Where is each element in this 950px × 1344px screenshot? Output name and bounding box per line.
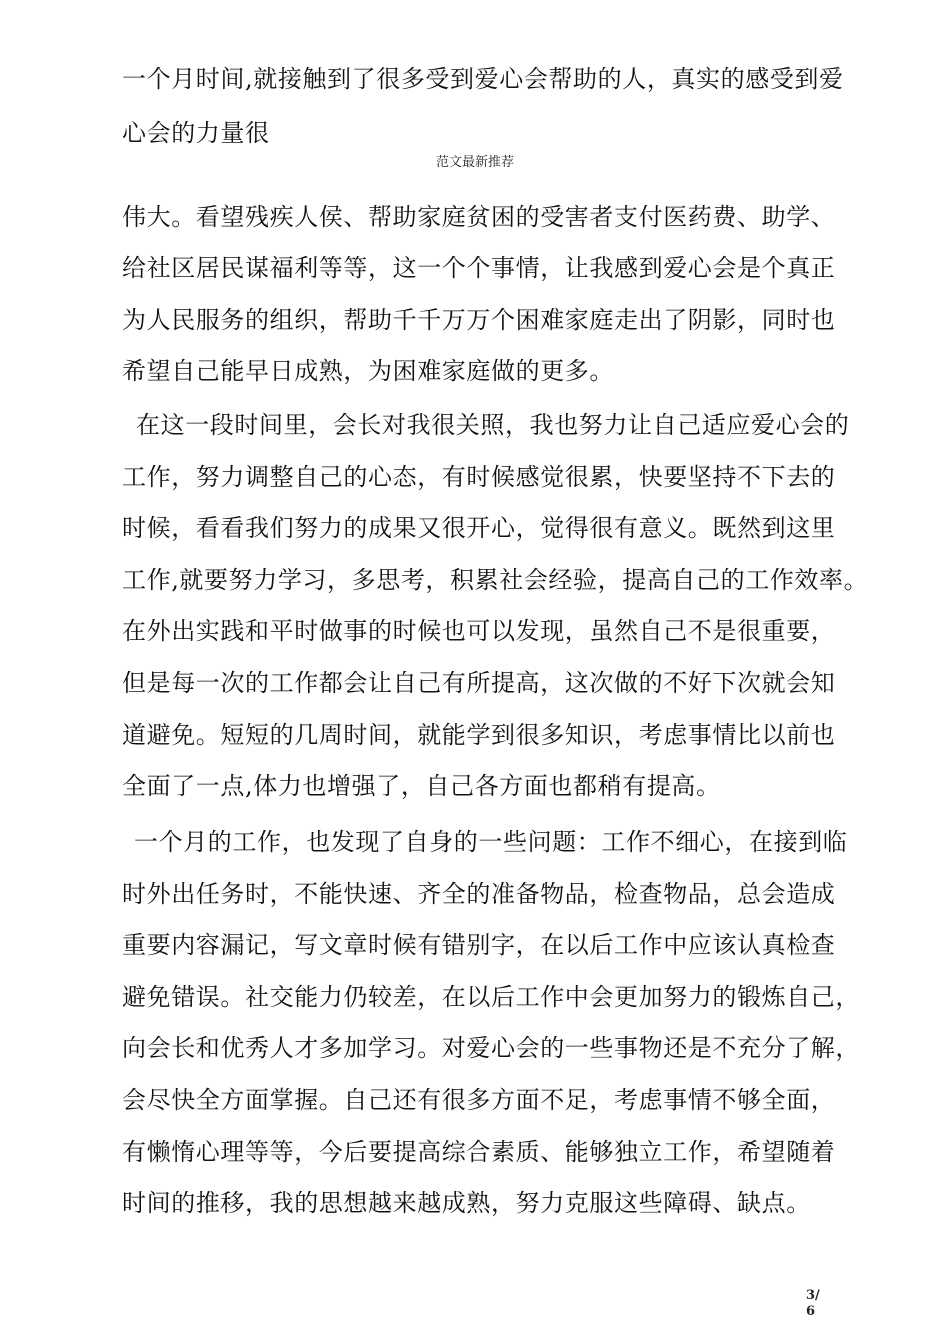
text-line: 向会长和优秀人才多加学习。对爱心会的一些事物还是不充分了解， (122, 1034, 860, 1062)
text-line: 在外出实践和平时做事的时候也可以发现，虽然自己不是很重要， (122, 617, 836, 645)
text-line: 一个月的工作，也发现了自身的一些问题：工作不细心，在接到临 (134, 828, 848, 856)
text-line: 全面了一点,体力也增强了，自己各方面也都稍有提高。 (122, 772, 721, 800)
page-number-total: 6 (806, 1304, 816, 1319)
text-line: 为人民服务的组织，帮助千千万万个困难家庭走出了阴影，同时也 (122, 306, 836, 334)
text-line: 重要内容漏记，写文章时候有错别字，在以后工作中应该认真检查 (122, 931, 836, 959)
text-line: 希望自己能早日成熟，为困难家庭做的更多。 (122, 357, 614, 385)
page-number-current: 3/ (806, 1288, 820, 1303)
text-line: 时间的推移，我的思想越来越成熟，努力克服这些障碍、缺点。 (122, 1189, 811, 1217)
text-line: 工作,就要努力学习，多思考，积累社会经验，提高自己的工作效率。 (122, 566, 869, 594)
text-line: 时候，看看我们努力的成果又很开心，觉得很有意义。既然到这里 (122, 514, 836, 542)
text-line: 伟大。看望残疾人侯、帮助家庭贫困的受害者支付医药费、助学、 (122, 203, 836, 231)
text-line: 有懒惰心理等等，今后要提高综合素质、能够独立工作，希望随着 (122, 1138, 836, 1166)
text-line: 在这一段时间里，会长对我很关照，我也努力让自己适应爱心会的 (136, 411, 850, 439)
text-line: 心会的力量很 (122, 119, 270, 147)
text-line: 给社区居民谋福利等等，这一个个事情，让我感到爱心会是个真正 (122, 254, 836, 282)
text-line: 工作，努力调整自己的心态，有时候感觉很累，快要坚持不下去的 (122, 463, 836, 491)
text-line: 一个月时间,就接触到了很多受到爱心会帮助的人，真实的感受到爱 (122, 65, 844, 93)
page-number (806, 1288, 826, 1320)
text-line: 会尽快全方面掌握。自己还有很多方面不足，考虑事情不够全面， (122, 1086, 836, 1114)
text-line: 避免错误。社交能力仍较差，在以后工作中会更加努力的锻炼自己， (122, 983, 860, 1011)
text-line: 道避免。短短的几周时间，就能学到很多知识，考虑事情比以前也 (122, 721, 836, 749)
header-note: 范文最新推荐 (435, 155, 514, 170)
text-line: 但是每一次的工作都会让自己有所提高，这次做的不好下次就会知 (122, 669, 836, 697)
text-line: 时外出任务时，不能快速、齐全的准备物品，检查物品，总会造成 (122, 880, 836, 908)
